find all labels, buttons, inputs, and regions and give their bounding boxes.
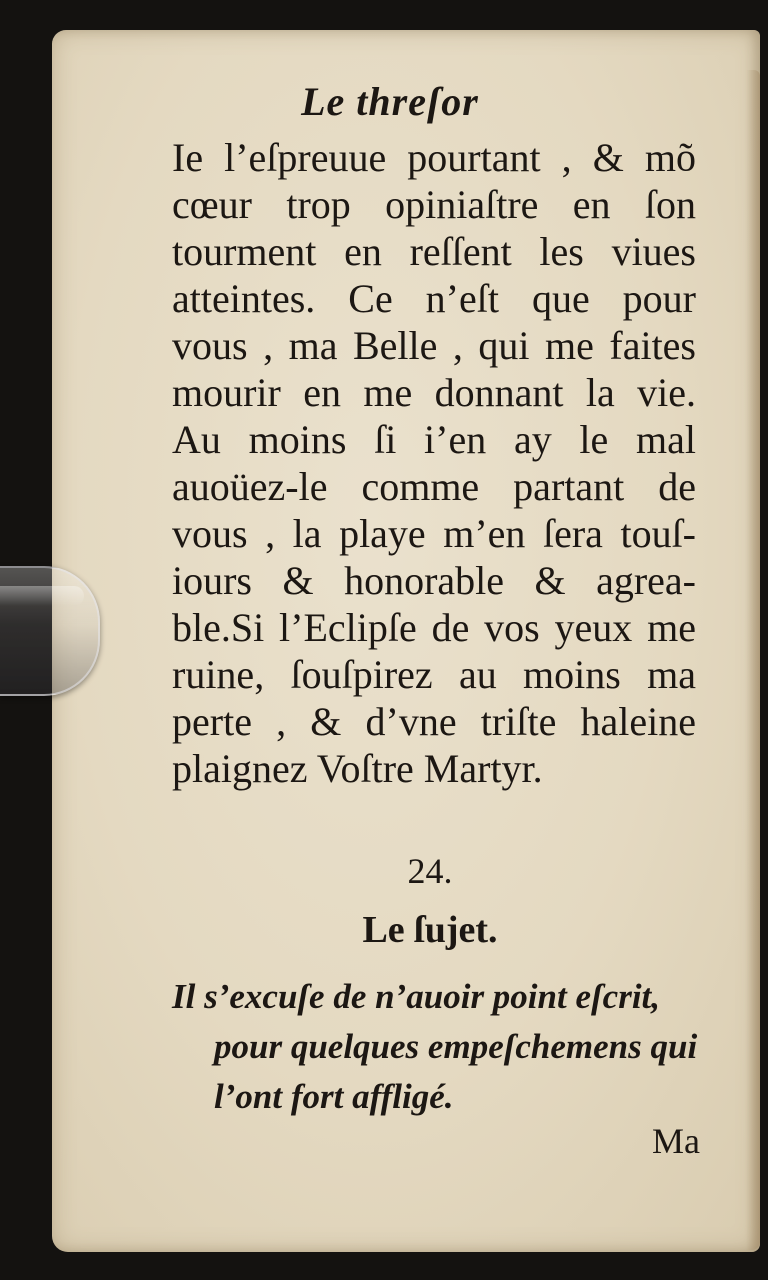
running-head: Le threſor	[301, 79, 479, 124]
body-line: vous , ma Belle , qui me faites	[172, 323, 696, 368]
body-line: Ie l’eſpreuue pourtant , & mõ	[172, 135, 696, 180]
body-line: mourir en me donnant la vie.	[172, 370, 696, 415]
body-line: vous , la playe m’en ſera touſ-	[172, 511, 696, 556]
body-line: perte , & d’vne triſte haleine	[172, 699, 696, 744]
body-line: iours & honorable & agrea-	[172, 558, 696, 603]
subject-summary	[172, 972, 698, 1122]
body-line: ruine, ſouſpirez au moins ma	[172, 652, 696, 697]
body-text	[172, 134, 696, 792]
subject-line: Il s’excuſe de n’auoir point eſcrit,	[172, 977, 661, 1016]
page-fore-edge	[746, 70, 760, 1250]
body-line: ble.Si l’Eclipſe de vos yeux me	[172, 605, 696, 650]
body-line: plaignez Voſtre Martyr.	[172, 746, 543, 791]
subject-line: pour quelques empeſchemens qui	[214, 1027, 698, 1066]
section-number: 24.	[407, 851, 453, 891]
subject-line: l’ont fort affligé.	[214, 1077, 454, 1116]
body-line: cœur trop opiniaſtre en ſon	[172, 182, 696, 227]
body-line: auoüez-le comme partant de	[172, 464, 696, 509]
body-line: Au moins ſi i’en ay le mal	[172, 417, 696, 462]
body-line: atteintes. Ce n’eſt que pour	[172, 276, 696, 321]
catchword: Ma	[652, 1121, 700, 1161]
body-line: tourment en reſſent les viues	[172, 229, 696, 274]
page-clip-highlight	[0, 586, 84, 606]
subject-heading: Le ſujet.	[362, 909, 498, 951]
